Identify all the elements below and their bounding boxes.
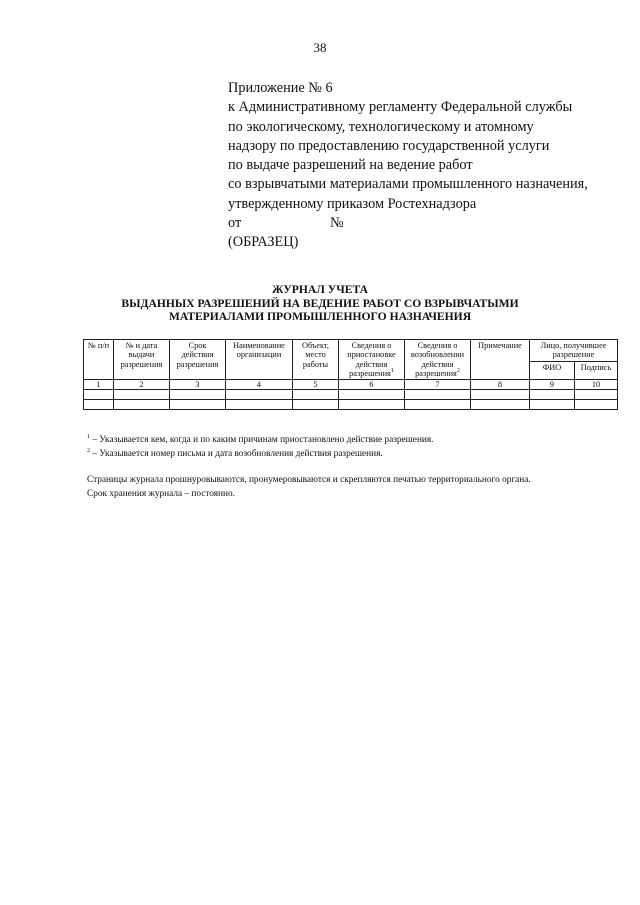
from-label: от	[228, 215, 242, 232]
header-work-site: Объект, место работы	[293, 340, 339, 380]
column-number: 5	[293, 380, 339, 390]
header-remarks: Примечание	[471, 340, 530, 380]
appendix-line: к Административному регламенту Федеральной службы	[228, 99, 573, 116]
approval-date-line	[228, 214, 588, 233]
page-number: 38	[313, 40, 327, 55]
appendix-line: надзору по предоставлению государственной услуги	[228, 137, 550, 154]
appendix-line: по экологическому, технологическому и атомному	[228, 118, 534, 135]
column-number: 10	[575, 380, 618, 390]
header-signature: Подпись	[575, 361, 618, 380]
retention-note: Срок хранения журнала – постоянно.	[87, 488, 235, 499]
appendix-line: по выдаче разрешений на ведение работ	[228, 157, 473, 174]
sample-label: (ОБРАЗЕЦ)	[228, 234, 299, 251]
footnote-1: $^1$ – Указывается кем, когда и по каким причинам приостановлено действие разрешения.	[87, 433, 434, 445]
header-permit-term: Срок действия разрешения	[170, 340, 226, 380]
header-permit-number-date: № и дата выдачи разрешения	[114, 340, 170, 380]
appendix-header	[228, 79, 588, 253]
header-full-name: ФИО	[530, 361, 575, 380]
header-row-number: № п/п	[84, 340, 114, 380]
table-row	[84, 400, 618, 410]
footnotes	[87, 433, 434, 461]
footnote-2: $^2$ – Указывается номер письма и дата возобновления действия разрешения.	[87, 447, 383, 459]
binding-note: Страницы журнала прошнуровываются, пронумеровываются и скрепляются печатью территориального органа.	[87, 475, 531, 485]
column-number: 4	[226, 380, 293, 390]
column-number: 9	[530, 380, 575, 390]
table-row	[84, 390, 618, 400]
header-resumption-info: Сведения о возобновлении действия разрешения$^2$	[405, 340, 471, 380]
journal-title	[0, 283, 640, 324]
header-suspension-info: Сведения о приостановке действия разрешения$^1$	[339, 340, 405, 380]
column-number: 6	[339, 380, 405, 390]
journal-title-line: МАТЕРИАЛАМИ ПРОМЫШЛЕННОГО НАЗНАЧЕНИЯ	[168, 310, 472, 323]
column-number: 8	[471, 380, 530, 390]
appendix-line: со взрывчатыми материалами промышленного назначения,	[228, 176, 588, 193]
footnote-ref: 1	[390, 368, 394, 375]
header-organization-name: Наименование организации	[226, 340, 293, 380]
journal-notes	[87, 474, 531, 501]
footnote-ref: 2	[456, 368, 460, 375]
header-recipient-group: Лицо, получившее разрешение	[530, 340, 618, 362]
number-label: №	[330, 215, 344, 232]
appendix-line: Приложение № 6	[228, 80, 333, 96]
column-number: 7	[405, 380, 471, 390]
column-number: 3	[170, 380, 226, 390]
journal-table	[83, 339, 618, 410]
column-number: 2	[114, 380, 170, 390]
journal-title-line: ВЫДАННЫХ РАЗРЕШЕНИЙ НА ВЕДЕНИЕ РАБОТ СО ВЗРЫВЧАТЫМИ	[121, 296, 519, 310]
journal-title-line: ЖУРНАЛ УЧЕТА	[271, 283, 369, 296]
appendix-line: утвержденному приказом Ростехнадзора	[228, 195, 477, 212]
column-number: 1	[84, 380, 114, 390]
